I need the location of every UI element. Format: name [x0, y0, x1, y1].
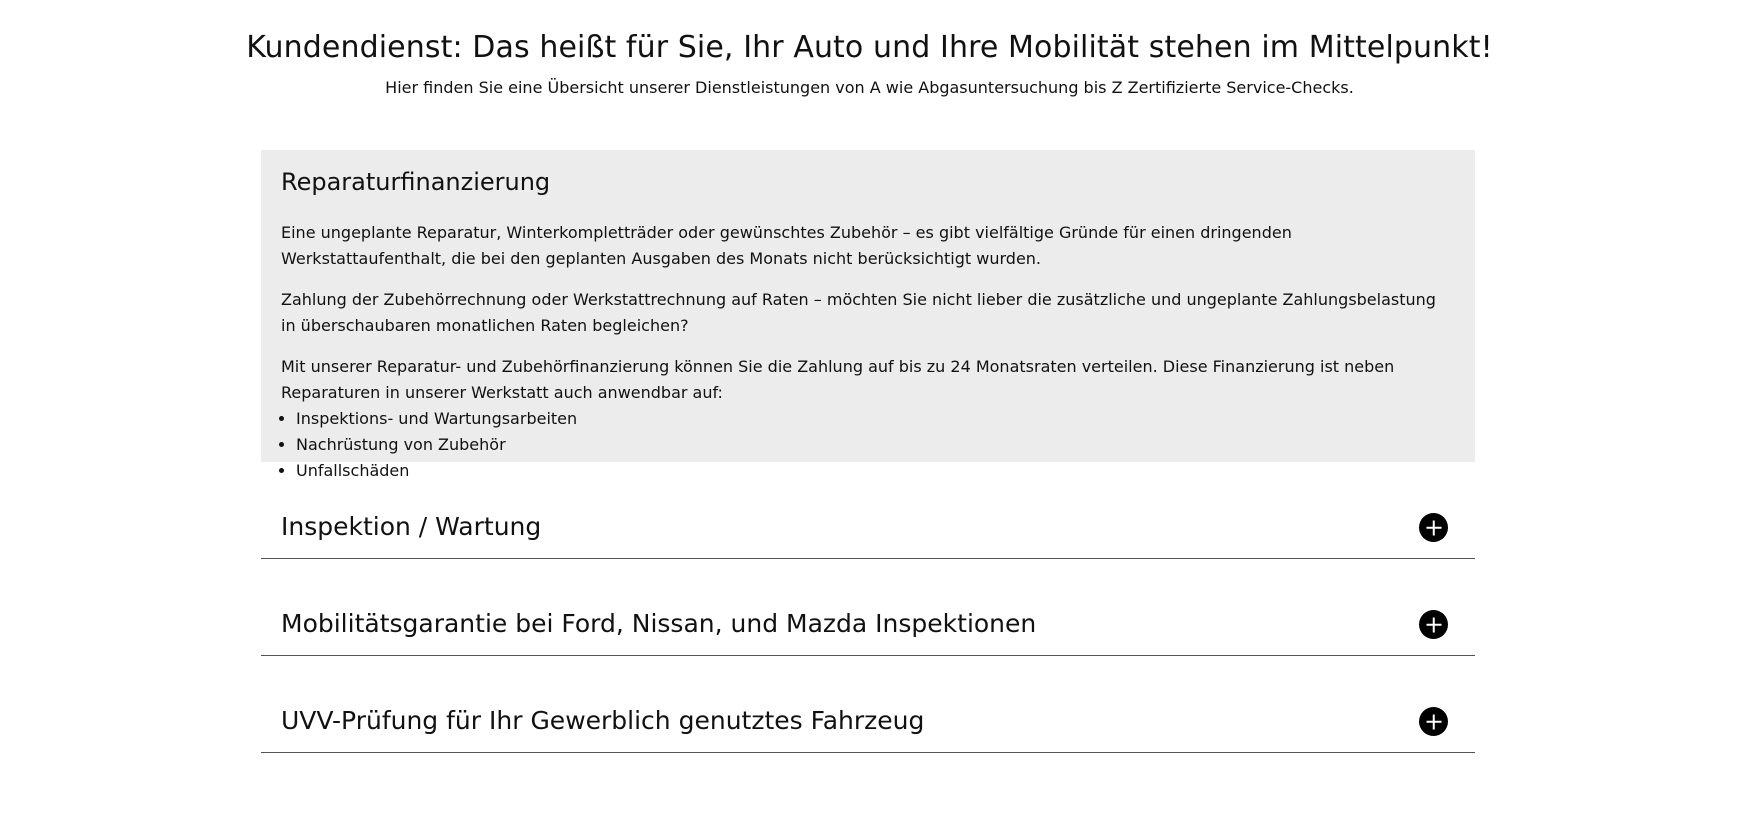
accordion-item-title: Inspektion / Wartung: [281, 512, 542, 541]
accordion-panel-reparaturfinanzierung: [261, 150, 1475, 480]
accordion-item-inspektion-wartung[interactable]: [261, 462, 1475, 559]
accordion-item-mobilitaetsgarantie[interactable]: [261, 559, 1475, 656]
page-title: Kundendienst: Das heißt für Sie, Ihr Auto und Ihre Mobilität stehen im Mittelpunkt!: [246, 30, 1493, 65]
page-header: [0, 0, 1739, 98]
accordion-item-uvv-pruefung[interactable]: [261, 656, 1475, 753]
panel-heading[interactable]: Reparaturfinanzierung: [281, 168, 551, 196]
list-item: • Inspektions- und Wartungsarbeiten: [296, 406, 1455, 432]
list-item: • Unfallschäden: [296, 458, 1455, 484]
panel-paragraph-2: Zahlung der Zubehörrechnung oder Werkstattrechnung auf Raten – möchten Sie nicht lieber die zusätzliche und ungeplante Zahlungsbelastung in überschaubaren monatlichen Raten begleichen?: [281, 290, 1436, 335]
service-accordion: [261, 150, 1475, 753]
list-item: • Nachrüstung von Zubehör: [296, 432, 1455, 458]
panel-paragraph-3: Mit unserer Reparatur- und Zubehörfinanzierung können Sie die Zahlung auf bis zu 24 Monatsraten verteilen. Diese Finanzierung ist neben Reparaturen in unserer Werkstatt auch anwendbar auf:: [281, 357, 1395, 402]
accordion-item-title: UVV-Prüfung für Ihr Gewerblich genutztes Fahrzeug: [281, 706, 925, 735]
plus-circle-icon[interactable]: [1419, 610, 1448, 639]
plus-circle-icon[interactable]: [1419, 707, 1448, 736]
page-subtitle: Hier finden Sie eine Übersicht unserer Dienstleistungen von A wie Abgasuntersuchung bis Z Zertifizierte Service-Checks.: [385, 78, 1354, 97]
accordion-item-title: Mobilitätsgarantie bei Ford, Nissan, und Mazda Inspektionen: [281, 609, 1037, 638]
panel-paragraph-1: Eine ungeplante Reparatur, Winterkompletträder oder gewünschtes Zubehör – es gibt vielfältige Gründe für einen dringenden Werkstattaufenthalt, die bei den geplanten Ausgaben des Monats nicht berücksichtigt wurden.: [281, 223, 1292, 268]
plus-circle-icon[interactable]: [1419, 513, 1448, 542]
